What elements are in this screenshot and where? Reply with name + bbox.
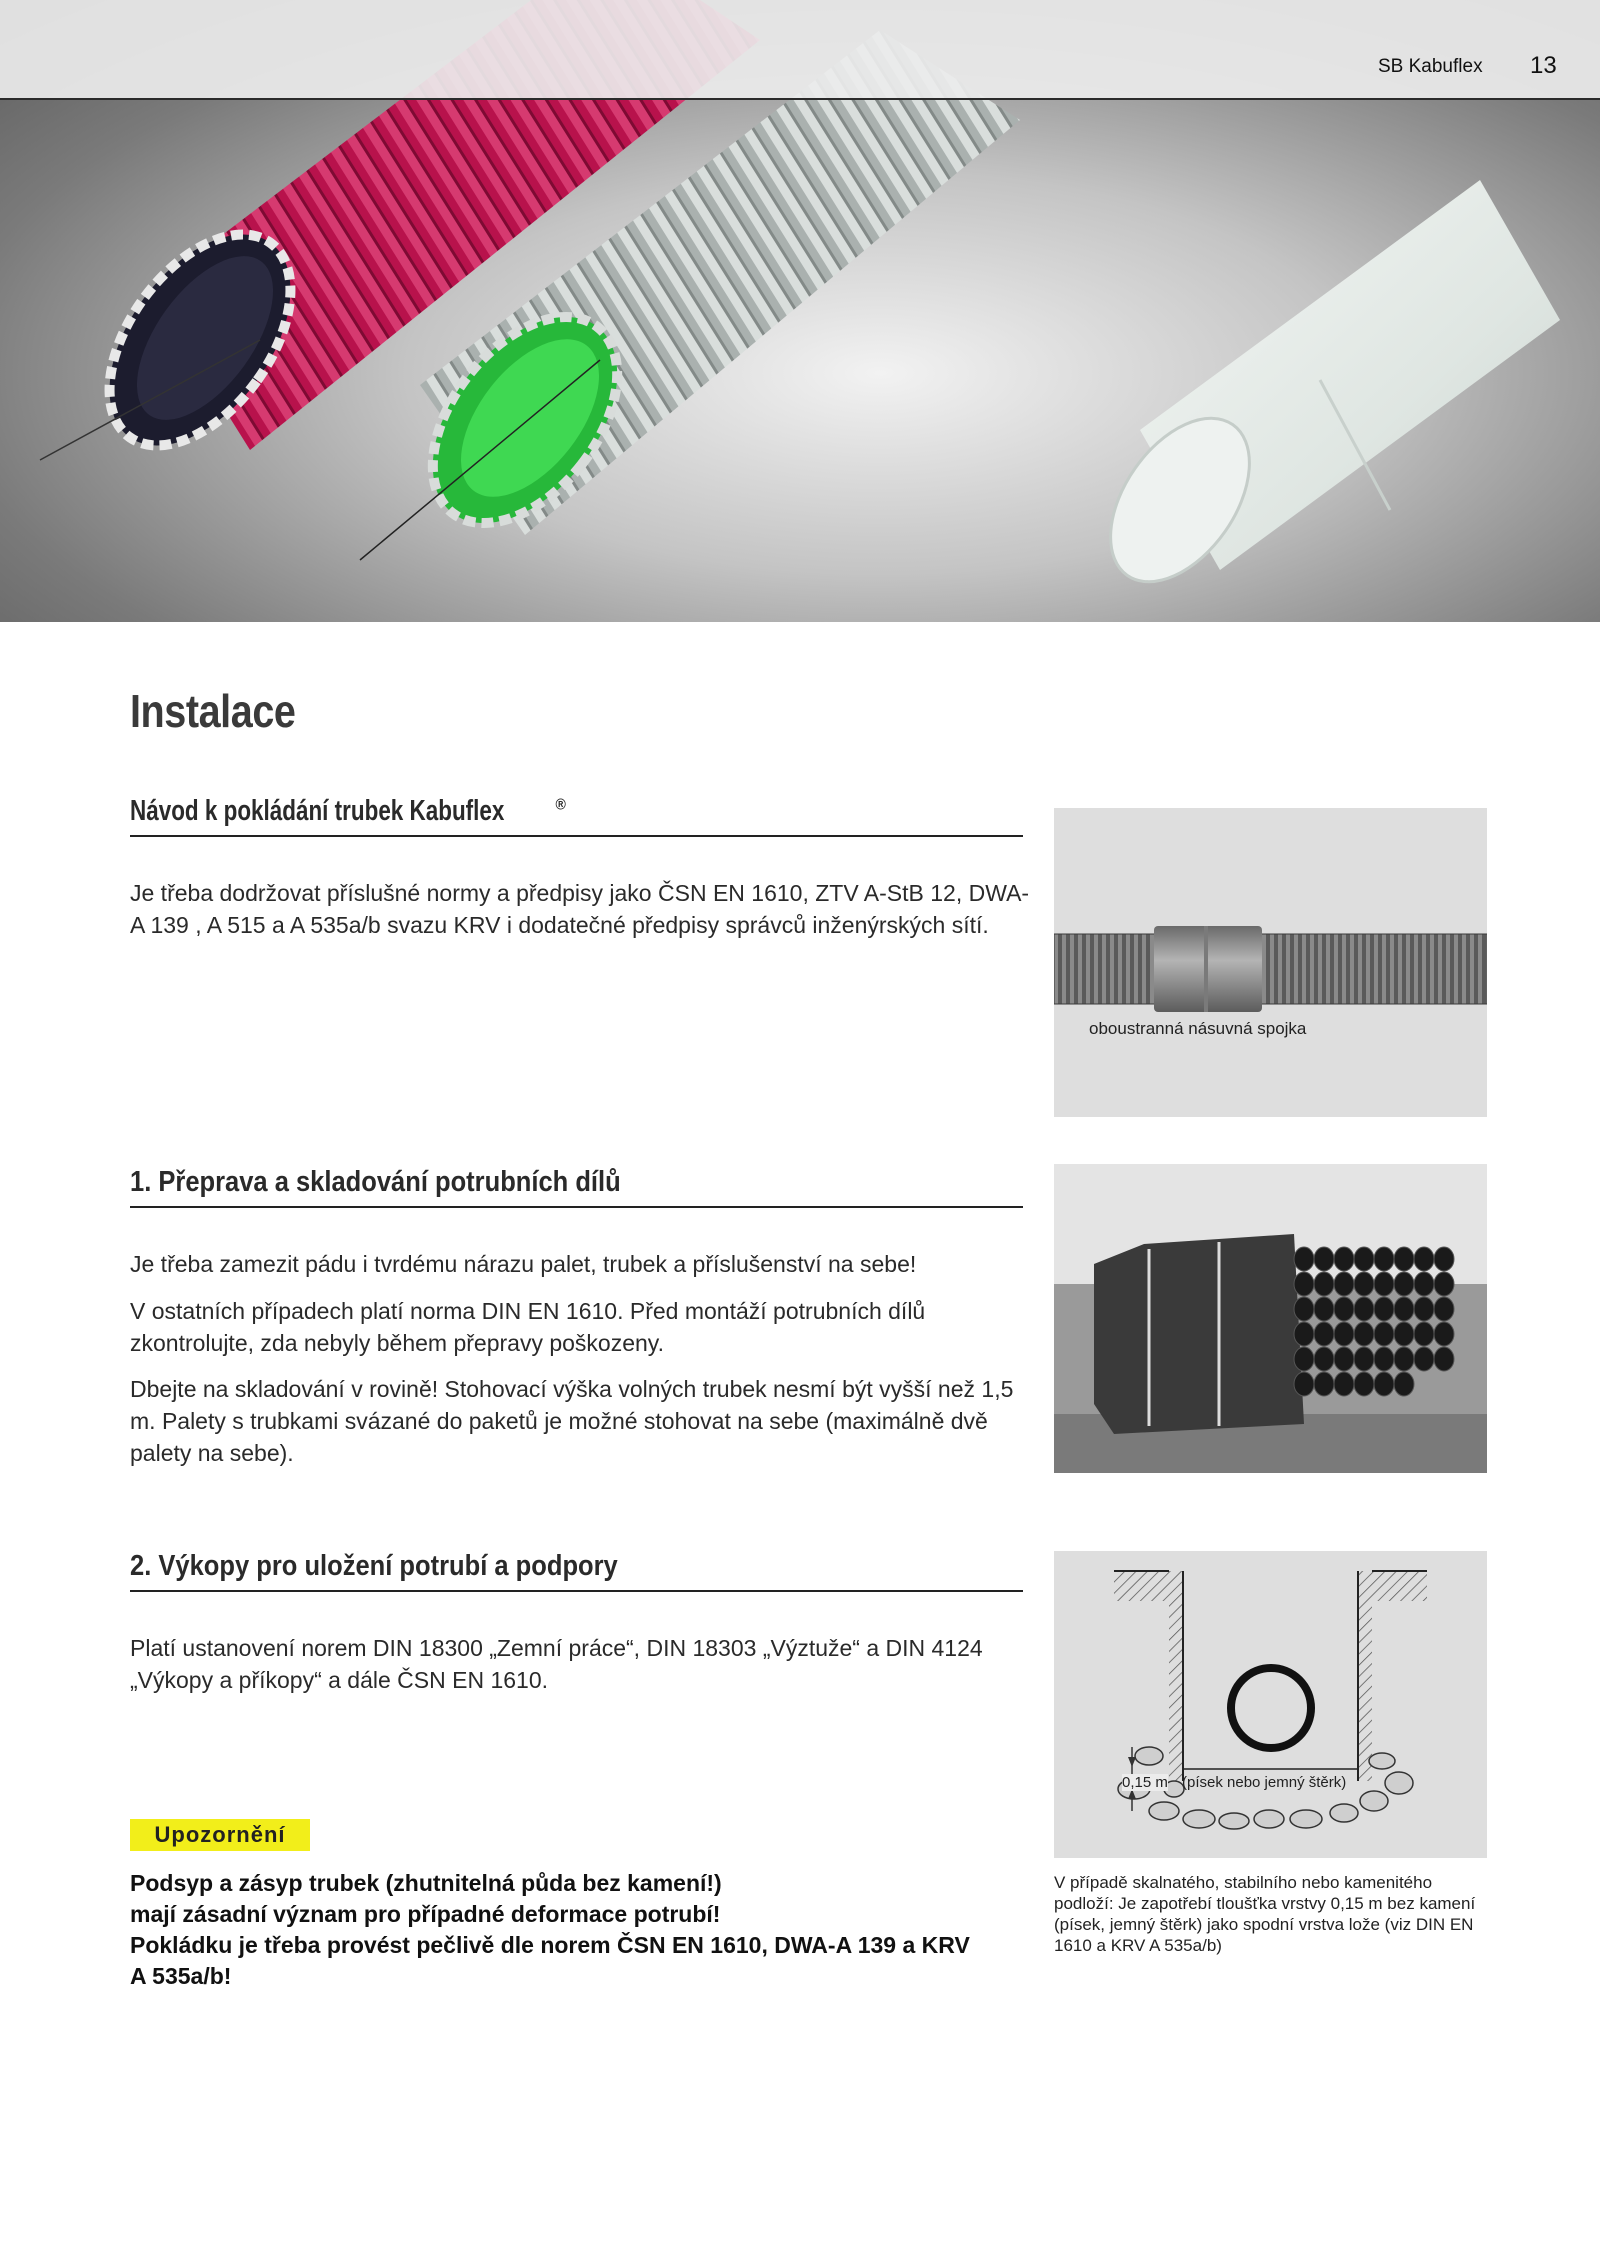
trench-cross-section	[1054, 1551, 1487, 1858]
pipe-coupling-illustration	[1054, 808, 1487, 1117]
registered-mark: ®	[555, 796, 566, 814]
section1-paragraph-1: Je třeba zamezit pádu i tvrdému nárazu palet, trubek a příslušenství na sebe!	[130, 1251, 917, 1277]
section2-heading-text: 2. Výkopy pro uložení potrubí a podpory	[130, 1550, 618, 1582]
page-number: 13	[1530, 52, 1557, 79]
header-band	[0, 0, 1600, 100]
page-title: Instalace	[130, 685, 296, 737]
warning-text	[130, 1868, 1030, 1992]
coupling-figure	[1054, 808, 1487, 1117]
pipe-storage-photo	[1054, 1164, 1487, 1473]
warning-badge: Upozornění	[130, 1819, 310, 1851]
section1-heading	[130, 1166, 1023, 1208]
section2-heading	[130, 1550, 1023, 1592]
trench-figure-note: V případě skalnatého, stabilního nebo kamenitého podloží: Je zapotřebí tloušťka vrstvy 0,15 m bez kamení (písek, jemný štěrk) jako spodní vrstva lože (viz DIN EN 1610 a KRV A 535a/b)	[1054, 1873, 1476, 1955]
section1-heading-text: 1. Přeprava a skladování potrubních dílů	[130, 1166, 621, 1198]
section1-paragraph-3: Dbejte na skladování v rovině! Stohovací výška volných trubek nesmí být vyšší než 1,5 m. Palety s trubkami svázané do paketů je možné stohovat na sebe (maximálně dvě palety na sebe).	[130, 1376, 1014, 1466]
bed-material-label: (písek nebo jemný štěrk)	[1182, 1774, 1347, 1791]
stacked-pipes-photo	[1054, 1164, 1487, 1473]
section1-paragraph-2: V ostatních případech platí norma DIN EN 1610. Před montáží potrubních dílů zkontrolujte, zda nebyly během přepravy poškozeny.	[130, 1298, 926, 1356]
section2-paragraph: Platí ustanovení norem DIN 18300 „Zemní práce“, DIN 18303 „Výztuže“ a DIN 4124 „Výkopy a příkopy“ a dále ČSN EN 1610.	[130, 1635, 983, 1693]
coupling-caption: oboustranná násuvná spojka	[1089, 1019, 1307, 1038]
warning-line: Pokládku je třeba provést pečlivě dle norem ČSN EN 1610, DWA-A 139 a KRV	[130, 1932, 970, 1958]
warning-line: mají zásadní význam pro případné deformace potrubí!	[130, 1901, 721, 1927]
intro-heading	[130, 795, 1023, 837]
intro-heading-text: Návod k pokládání trubek Kabuflex	[130, 795, 505, 827]
bed-depth-label: 0,15 m	[1122, 1774, 1168, 1791]
trench-diagram	[1054, 1551, 1487, 1858]
running-title: SB Kabuflex	[1378, 56, 1483, 77]
warning-line: Podsyp a zásyp trubek (zhutnitelná půda bez kamení!)	[130, 1870, 722, 1896]
warning-line: A 535a/b!	[130, 1963, 232, 1989]
intro-paragraph: Je třeba dodržovat příslušné normy a předpisy jako ČSN EN 1610, ZTV A-StB 12, DWA-A 139 , A 515 a A 535a/b svazu KRV i dodatečné předpisy správců inženýrských sítí.	[130, 880, 1030, 938]
